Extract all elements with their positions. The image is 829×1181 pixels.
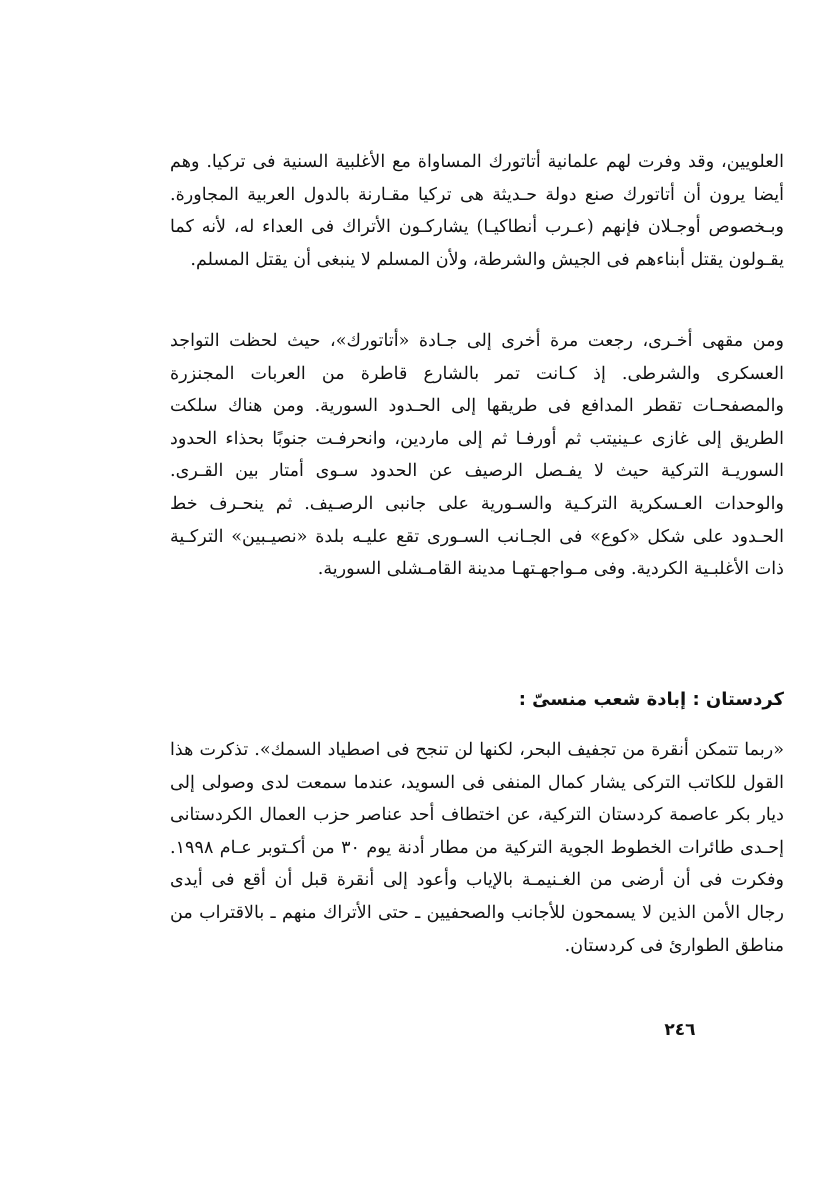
paragraph-alawites (170, 146, 784, 276)
paragraph-border-journey (170, 325, 784, 586)
page-number: ٢٤٦ (664, 1020, 696, 1040)
section-heading: كردستان : إبادة شعب منسىّ : (518, 689, 784, 710)
paragraph-text: العلويين، وقد وفرت لهم علمانية أتاتورك المساواة مع الأغلبية السنية فى تركيا. وهم أيضا يرون أن أتاتورك صنع دولة حـديثة هى تركيا مقـارنة بالدول العربية المجاورة. وبـخصوص أوجـلان فإنهم (عـرب أنطاكيـا) يشاركـون الأتراك فى العداء له، لأنه كما يقـولون يقتل أبناءهم فى الجيش والشرطة، ولأن المسلم لا ينبغى أن يقتل المسلم. (170, 152, 784, 270)
paragraph-ankara-quote (170, 734, 784, 962)
paragraph-text: ومن مقهى أخـرى، رجعت مرة أخرى إلى جـادة «أتاتورك»، حيث لحظت التواجد العسكرى والشرطى. إذ كـانت تمر بالشارع قاطرة من العربات المجنزرة والمصفحـات تقطر المدافع فى طريقها إلى الحـدود السورية. ومن هناك سلكت الطريق إلى غازى عـينيتب ثم أورفـا ثم إلى ماردين، وانحرفـت جنوبًا بحذاء الحدود السوريـة التركية حيث لا يفـصل الرصيف عن الحدود سـوى أمتار بين القـرى. والوحدات العـسكرية التركـية والسـورية على جانبى الرصـيف. ثم ينحـرف خط الحـدود على شكل «كوع» فى الجـانب السـورى تقع عليـه بلدة «نصيـبين» التركـية ذات الأغلبـية الكردية. وفى مـواجهـتهـا مدينة القامـشلى السورية. (170, 331, 784, 580)
paragraph-text: «ربما تتمكن أنقرة من تجفيف البحر، لكنها لن تنجح فى اصطياد السمك». تذكرت هذا القول للكاتب التركى يشار كمال المنفى فى السويد، عندما سمعت لدى وصولى إلى ديار بكر عاصمة كردستان التركية، عن اختطاف أحد عناصر حزب العمال الكردستانى إحـدى طائرات الخطوط الجوية التركية من مطار أدنة يوم ٣٠ من أكـتوبر عـام ١٩٩٨. وفكرت فى أن أرضى من الغـنيمـة بالإياب وأعود إلى أنقرة قبل أن أقع فى أيدى رجال الأمن الذين لا يسمحون للأجانب والصحفيين ـ حتى الأتراك منهم ـ بالاقتراب من مناطق الطوارئ فى كردستان. (170, 740, 784, 956)
